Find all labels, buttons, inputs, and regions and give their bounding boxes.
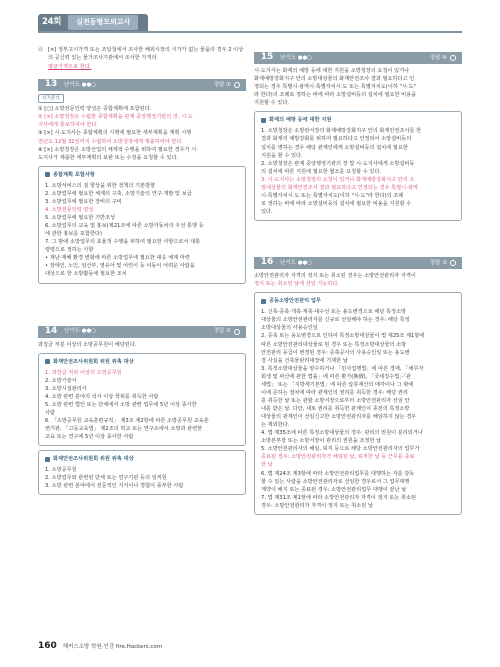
exam-number: 24회 [42,16,62,27]
footer-text: 해커스소방 학원·인강 fire.Hackers.com [62,644,163,650]
answer-line: 평균가격으로 한다. [48,64,92,71]
fire-prevention-support-box: 화재의 예방 등에 대한 지원 1. 소방청장은 소방관서장의 화재예방강화지구 안의 화재안전조사를 한 결과 화재의 예방강화를 위하여 필요하다고 인정되어 소방설비등의 설치를 명하는 경우 해당 관계인에게 소방설비등의 설치에 필요한 지원을 할 수 있다. 2. 소방청장은 관계 중앙행정기관의 장 및 시·도지사에게 소방설비등 의 설치에 따른 지원에 필요한 협조를 요청할 수 있다. 3. 시·도지사는 소방청장의 요청이 있거나 화재예방강화지구 안의 소 방대상물의 화재안전조사 결과 필요하다고 인정되는 경우 특별시·광역 시·특별자치시·도 또는 특별자치도(이하 "시·도"라 한다)의 조례 로 정하는 바에 따라 소방설비등의 설치에 필요한 비용을 지원할 수 있다. [254,111,462,221]
bookmark-icon [45,172,50,177]
check-icon [234,82,240,88]
q13-explanation: ① [○] 소방전문인력 양성은 종합계획에 포함된다. ② [×] 소방청장은 수립한 종합계획을 관계 중앙행정기관의 장, 시·도 지사에게 통보하여야 한다. ③ [×] 시·도지사는 종합계획의 시행에 필요한 세부계획을 계획 시행 전년도 12월 31일까지 수립하여 소방청장에게 제출하여야 한다. ④ [×] 소방청장은 소방산업의 체계적 수행을 위하여 필요한 경우가 시· 도지사가 제출한 세부계획의 보완 또는 수정을 요청할 수 있다. [38,106,198,161]
check-icon [234,329,240,335]
page-footer [38,640,162,654]
bookmark-icon [261,118,266,123]
check-icon [450,260,456,266]
bookmark-icon [45,457,50,462]
q15-explanation: 시·도지사는 화재의 예방 등에 대한 지원을 소방청장의 요청이 있거나 화재예방강화지구 안의 소방대상물의 화재안전조사 결과 필요하다고 인 정되는 경우 특별시·광역시·특별자치시·도 또는 특별자치도(이하 "시·도" 라 한다)의 조례로 정하는 바에 따라 소방설비등의 설치에 필요한 비용을 지원할 수 있다. [254,68,417,107]
comprehensive-plan-box: 종합계획 포함사항 1. 소방서비스의 질 향상을 위한 정책의 기본방향 2. 소방업무에 필요한 체계의 구축, 소방기술의 연구·개발 및 보급 3. 소방업무에 필요한 장비의 구비 4. 소방전문인력 양성 5. 소방업무에 필요한 기반조성 6. 소방업무의 교육 및 홍보(제21조에 따른 소방자동차의 우선 통행 등 에 관한 홍보를 포함한다) 7. 그 밖에 소방업무의 효율적 수행을 위하여 필요한 사항으로서 대통 령령으로 정하는 사항 • 재난·재해 환경 변화에 따른 소방업무에 필요한 대응 체계 마련 • 장애인, 노인, 임산부, 영유아 및 어린이 등 이동이 어려운 사람을 대상으로 한 소방활동에 필요한 조치 [38,166,246,284]
joint-fire-safety-box: 공동소방안전관리 업무 1. 신축·증축·개축·재축·대수선 또는 용도변경으로 해당 특정소방 대상물의 소방안전관리자를 신규로 선임해야 하는 경우: 해당 특정 소방대상물의 사용승인일 2. 증축 또는 용도변경으로 인하여 특정소방대상물이 법 제25조 제1항에 따른 소방안전관리대상물로 된 경우 또는 특정소방대상물의 소방 안전관리 등급이 변경된 경우: 증축공사의 사용승인일 또는 용도변 경 사실을 건축물관리대장에 기재한 날 3. 특정소방대상물을 양수하거나 「민사집행법」에 따른 경매, 「채무자 회생 및 파산에 관한 법률」에 따른 환가(換價), 「국세징수법」·「관 세법」 또는 「지방세기본법」에 따른 압류재산의 매각이나 그 밖에 이에 준하는 절차에 따라 관계인의 권리를 취득한 경우: 해당 권리 를 취득한 날 또는 관할 소방서장으로부터 소방안전관리자 선임 안 내를 받은 날. 다만, 새로 권리를 취득한 관계인이 종전의 특정소방 대상물의 관계인이 선임신고한 소방안전관리자를 해임하지 않는 경우 는 제외한다. 4. 법 제35조에 따른 특정소방대상물의 경우: 관리의 권원이 분리되거나 소방본부장 또는 소방서장이 관리의 권원을 조정한 날 5. 소방안전관리자의 해임, 퇴직 등으로 해당 소방안전관리자의 업무가 종료된 경우: 소방안전관리자가 해임된 날, 퇴직한 날 등 근무를 종료 한 날 6. 법 제24조 제3항에 따라 소방안전관리업무를 대행하는 자를 감독 할 수 있는 사람을 소방안전관리자로 선임한 경우로서 그 업무대행 계약이 해지 또는 종료된 경우: 소방안전관리업무 대행이 끝난 날 7. 법 제31조 제1항에 따라 소방안전관리자 자격이 정지 또는 취소된 경우: 소방안전관리자 자격이 정지 또는 취소된 날 [254,292,462,515]
question-13-header: 13 난이도 ●●○ 정답 ① [38,79,246,91]
exam-title: 실전동형모의고사 [68,15,138,30]
page-number: 160 [38,641,57,651]
analysis-tag: 선지분석 [38,94,64,103]
bookmark-icon [261,299,266,304]
question-16-header: 16 난이도 ●●○ 정답 ③ [254,257,462,269]
question-15-header: 15 난이도 ●●○ 정답 ④ [254,52,462,64]
header-rule [38,31,462,33]
q16-explanation: 소방안전관리자 자격의 정지 또는 취소된 경우는 소방안전관리자 자격이 정지 또는 취소된 날에 선임 가능하다. [254,273,416,288]
question-14-header: 14 난이도 ●●○ 정답 ① [38,326,246,338]
committee-box-2: 화재안전조사위원회 위원 위촉 대상 1. 소방공무원 2. 소방업무와 관련된 단체 또는 연구기관 등의 임직원 3. 소방 관련 분야에서 전문적인 지식이나 경험이 풍부한 사람 [38,450,246,495]
check-icon [450,55,456,61]
bookmark-icon [45,359,50,364]
right-column [254,52,462,515]
header-tab [38,14,148,31]
page-header [0,0,500,40]
committee-box-1: 화재안전조사위원회 위원 위촉 대상 1. 과장급 직위 이상의 소방공무원 2. 소방기술사 3. 소방시설관리사 4. 소방 관련 분야의 석사 이상 학위를 취득한 사람 5. 소방 관련 법인 또는 단체에서 소방 관련 업무에 5년 이상 종사한 사람 6. 「소방공무원 교육훈련규칙」 제3조 제2항에 따른 소방공무원 교육훈 련기관, 「고등교육법」 제2조의 학교 또는 연구소에서 소방과 관련한 교육 또는 연구에 5년 이상 종사한 사람 [38,353,246,447]
answer-line: ⓓ [×] 정부고시가격 또는 조달청에서 조사한 해외시장의 시가가 없는 물품의 경우 2 이상의 공신력 있는 물가조사기관에서 조사한 가격의 [38,47,244,62]
left-column: ⓓ [×] 정부고시가격 또는 조달청에서 조사한 해외시장의 시가가 없는 물품의 경우 2 이상의 공신력 있는 물가조사기관에서 조사한 가격의 평균가격으로 한다. 13 난이도 ●●○ 정답 ① 선지분석 ① [○] 소방전문인력 양성은 종합계획에 포함된다. ② [×] 소방청장은 수립한 종합계획을 관계 중앙행정기관의 장, 시·도 지사에게 통보하여야 한다. ③ [×] 시·도지사는 종합계획의 시행에 필요한 세부계획을 계획 시행 전년도 12월 31일까지 수립하여 소방청장에게 제출하여야 한다. ④ [×] 소방청장은 소방산업의 체계적 수행을 위하여 필요한 경우가 시· 도지사가 제출한 세부계획의 보완 또는 수정을 요청할 수 있다. 종합계획 포함사항 1. 소방서비스의 질 향상을 위한 정책의 기본방향 2. 소방업무에 필요한 체계의 구축, 소방기술의 연구·개발 및 보급 3. 소방업무에 필요한 장비의 구비 4. 소방전문인력 양성 5. 소방업무에 필요한 기반조성 6. 소방업무의 교육 및 홍보(제21조에 따른 소방자동차의 우선 통행 등 에 관한 홍보를 포함한다) 7. 그 밖에 소방업무의 효율적 수행을 위하여 필요한 사항으로서 대통 령령으로 정하는 사항 • 재난·재해 환경 변화에 따른 소방업무에 필요한 대응 체계 마련 • 장애인, 노인, 임산부, 영유아 및 어린이 등 이동이 어려운 사람을 대상으로 한 소방활동에 필요한 조치 14 난이도 ●●○ 정답 ① 과징금 처분 이상의 소방공무원이 해당된다. 화재안전조사위원회 위원 위촉 대상 1. 과장급 직위 이상의 소방공무원 2. 소방기술사 3. 소방시설관리사 4. 소방 관련 분야의 석사 이상 학위를 취득한 사람 5. 소방 관련 법인 또는 단체에서 소방 관련 업무에 5년 이상 종사한 사람 6. 「소방공무원 교육훈련규칙」 제3조 제2항에 따른 소방공무원 교육훈 련기관, 「고등교육법」 제2조의 학교 또는 연구소에서 소방과 관련한 교육 또는 연구에 5년 이상 종사한 사람 화재안전조사위원회 위원 위촉 대상 1. 소방공무원 2. 소방업무와 관련된 단체 또는 연구기관 등의 임직원 3. 소방 관련 분야에서 전문적인 지식이나 경험이 풍부한 사람 [38,46,246,495]
